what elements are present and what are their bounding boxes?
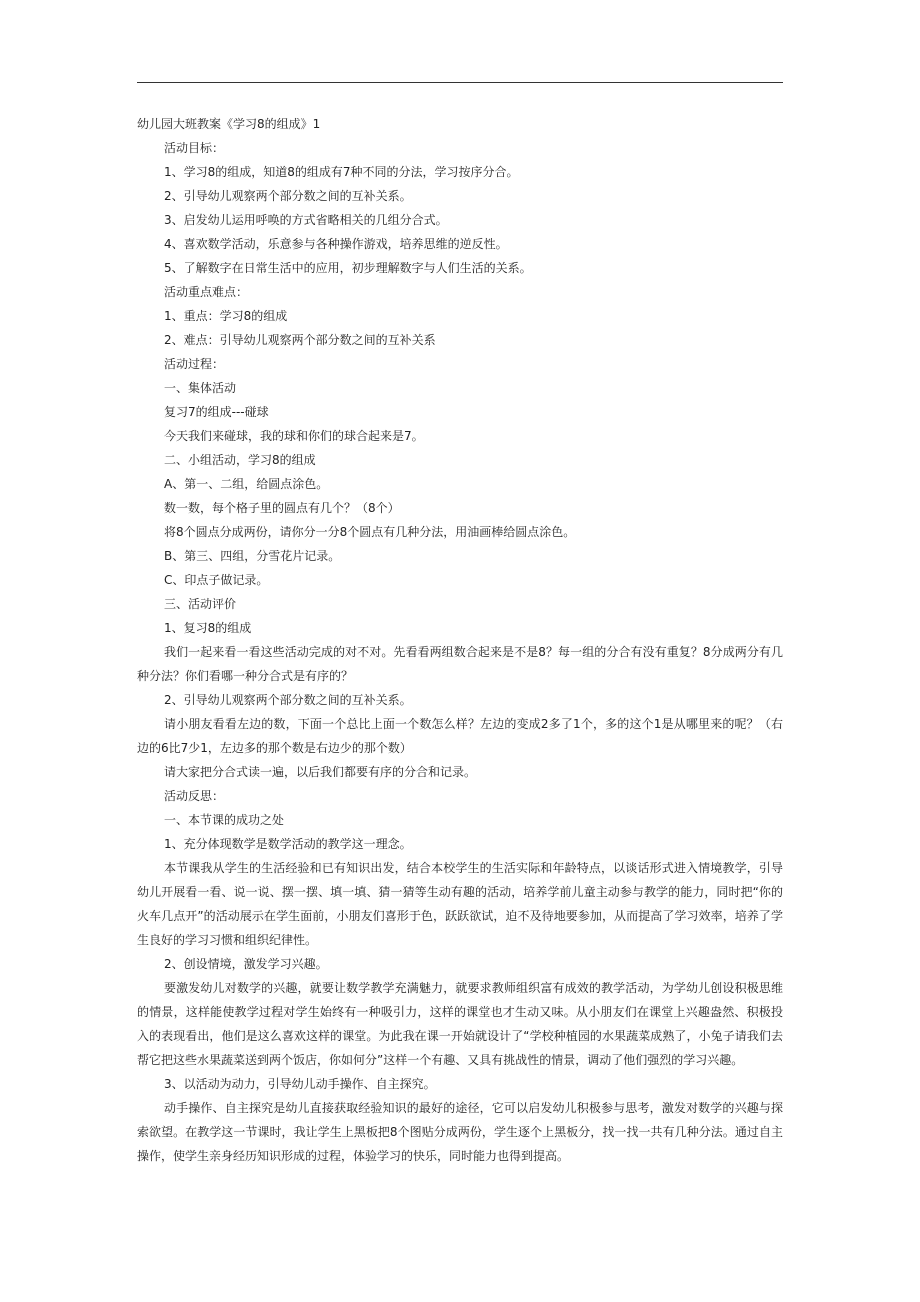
paragraph: 1、学习8的组成，知道8的组成有7种不同的分法，学习按序分合。: [164, 165, 519, 179]
document-body: [137, 112, 783, 1168]
paragraph: 二、小组活动，学习8的组成: [164, 453, 316, 467]
paragraph: 活动目标：: [164, 141, 225, 155]
paragraph: 1、重点：学习8的组成: [164, 309, 288, 323]
paragraph: 5、了解数字在日常生活中的应用，初步理解数字与人们生活的关系。: [164, 261, 532, 275]
paragraph: 2、引导幼儿观察两个部分数之间的互补关系。: [164, 693, 412, 707]
paragraph: 一、集体活动: [164, 381, 237, 395]
paragraph: 2、创设情境，激发学习兴趣。: [164, 957, 328, 971]
paragraph: C、印点子做记录。: [164, 573, 269, 587]
paragraph: 复习7的组成---碰球: [164, 405, 269, 419]
paragraph: 活动重点难点：: [164, 285, 249, 299]
paragraph: 将8个圆点分成两份，请你分一分8个圆点有几种分法，用油画棒给圆点涂色。: [164, 525, 576, 539]
paragraph: B、第三、四组，分雪花片记录。: [164, 549, 341, 563]
paragraph: A、第一、二组，给圆点涂色。: [164, 477, 329, 491]
paragraph: 2、引导幼儿观察两个部分数之间的互补关系。: [164, 189, 412, 203]
paragraph: 请小朋友看看左边的数，下面一个总比上面一个数怎么样？左边的变成2多了1个，多的这个1是从哪里来的呢？（右边的6比7少1，左边多的那个数是右边少的那个数）: [137, 717, 783, 755]
paragraph: 4、喜欢数学活动，乐意参与各种操作游戏，培养思维的逆反性。: [164, 237, 508, 251]
paragraph: 活动反思：: [164, 789, 225, 803]
paragraph: 1、充分体现数学是数学活动的教学这一理念。: [164, 837, 412, 851]
paragraph: 今天我们来碰球，我的球和你们的球合起来是7。: [164, 429, 424, 443]
paragraph: 数一数，每个格子里的圆点有几个？（8个）: [164, 501, 400, 515]
paragraph: 请大家把分合式读一遍，以后我们都要有序的分合和记录。: [164, 765, 477, 779]
document-title: 幼儿园大班教案《学习8的组成》1: [137, 117, 321, 131]
paragraph: 3、启发幼儿运用呼唤的方式省略相关的几组分合式。: [164, 213, 448, 227]
paragraph: 1、复习8的组成: [164, 621, 252, 635]
paragraph: 本节课我从学生的生活经验和已有知识出发，结合本校学生的生活实际和年龄特点，以谈话形式进入情境教学，引导幼儿开展看一看、说一说、摆一摆、填一填、猜一猜等生动有趣的活动，培养学前儿童主动参与教学的能力，同时把“你的火车几点开”的活动展示在学生面前，小朋友们喜形于色，跃跃欲试，迫不及待地要参加，从而提高了学习效率，培养了学生良好的学习习惯和组织纪律性。: [137, 861, 783, 947]
paragraph: 动手操作、自主探究是幼儿直接获取经验知识的最好的途径，它可以启发幼儿积极参与思考，激发对数学的兴趣与探索欲望。在教学这一节课时，我让学生上黑板把8个图贴分成两份，学生逐个上黑板分，找一找一共有几种分法。通过自主操作，使学生亲身经历知识形成的过程，体验学习的快乐，同时能力也得到提高。: [137, 1101, 783, 1163]
paragraph: 我们一起来看一看这些活动完成的对不对。先看看两组数合起来是不是8？每一组的分合有没有重复？8分成两分有几种分法？你们看哪一种分合式是有序的？: [137, 645, 783, 683]
paragraph: 活动过程：: [164, 357, 225, 371]
header-rule: [137, 82, 783, 83]
paragraph: 要激发幼儿对数学的兴趣，就要让数学教学充满魅力，就要求教师组织富有成效的教学活动，为学幼儿创设积极思维的情景，这样能使教学过程对学生始终有一种吸引力，这样的课堂也才生动又味。从小朋友们在课堂上兴趣盎然、积极投入的表现看出，他们是这么喜欢这样的课堂。为此我在课一开始就设计了“学校种植园的水果蔬菜成熟了，小兔子请我们去帮它把这些水果蔬菜送到两个饭店，你如何分”这样一个有趣、又具有挑战性的情景，调动了他们强烈的学习兴趣。: [137, 981, 783, 1067]
paragraph: 一、本节课的成功之处: [164, 813, 285, 827]
paragraph: 2、难点：引导幼儿观察两个部分数之间的互补关系: [164, 333, 436, 347]
paragraph: 3、以活动为动力，引导幼儿动手操作、自主探究。: [164, 1077, 436, 1091]
paragraph: 三、活动评价: [164, 597, 237, 611]
